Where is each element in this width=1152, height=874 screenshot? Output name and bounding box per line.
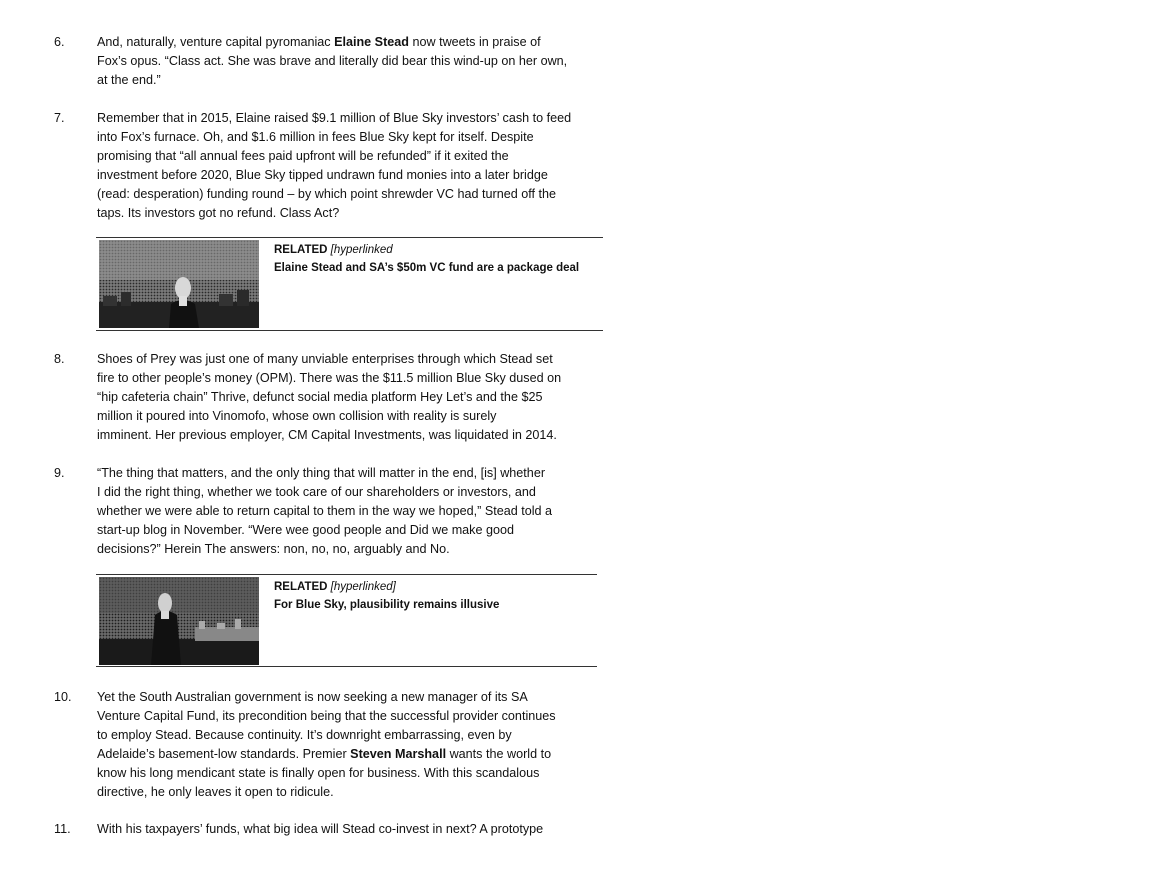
text-line xyxy=(97,33,597,52)
text-line xyxy=(97,166,597,185)
text-run: (read: desperation) funding round – by which point shrewder VC had turned off the xyxy=(97,187,557,201)
text-run: Yet the South Australian government is now seeking a new manager of its SA xyxy=(97,690,528,704)
text-run: “hip cafeteria chain” Thrive, defunct social media platform Hey Let’s and the $25 xyxy=(97,390,543,404)
text-run: investment before 2020, Blue Sky tipped undrawn fund monies into a later bridge xyxy=(97,168,548,182)
related-article-box[interactable] xyxy=(96,237,603,331)
text-line xyxy=(97,688,597,707)
text-line xyxy=(97,820,597,839)
text-run: taps. Its investors got no refund. Class Act? xyxy=(97,206,340,220)
hyperlinked-note: [hyperlinked] xyxy=(330,581,396,593)
text-run: know his long mendicant state is finally open for business. With this scandalous xyxy=(97,766,540,780)
text-run: And, naturally, venture capital pyromaniac xyxy=(97,35,335,49)
text-run: With his taxpayers’ funds, what big idea will Stead co-invest in next? A prototype xyxy=(97,822,544,836)
text-line xyxy=(97,185,597,204)
text-line xyxy=(97,204,597,223)
text-line xyxy=(97,521,597,540)
paragraph-text xyxy=(97,109,597,223)
related-article-text xyxy=(274,581,499,611)
paragraph-number: 8. xyxy=(54,352,65,366)
related-article-box[interactable] xyxy=(96,574,597,667)
paragraph-text xyxy=(97,33,597,90)
text-run: Fox’s opus. “Class act. She was brave and literally did bear this wind-up on her own, xyxy=(97,54,568,68)
text-line xyxy=(97,502,597,521)
related-label: RELATED xyxy=(274,244,328,256)
text-run: start-up blog in November. “Were wee good people and Did we make good xyxy=(97,523,515,537)
related-label: RELATED xyxy=(274,581,328,593)
related-article-title[interactable]: Elaine Stead and SA’s $50m VC fund are a package deal xyxy=(274,262,580,274)
text-run: imminent. Her previous employer, CM Capital Investments, was liquidated in 2014. xyxy=(97,428,557,442)
text-line xyxy=(97,464,597,483)
text-line xyxy=(97,109,597,128)
text-line xyxy=(97,426,597,445)
text-run: I did the right thing, whether we took care of our shareholders or investors, and xyxy=(97,485,536,499)
text-run: Shoes of Prey was just one of many unviable enterprises through which Stead set xyxy=(97,352,553,366)
text-run: promising that “all annual fees paid upfront will be refunded” if it exited the xyxy=(97,149,509,163)
related-article-text xyxy=(274,244,579,274)
text-line xyxy=(97,540,597,559)
text-line xyxy=(97,726,597,745)
text-run: fire to other people’s money (OPM). There was the $11.5 million Blue Sky dused on xyxy=(97,371,562,385)
text-line xyxy=(97,147,597,166)
paragraph-number: 7. xyxy=(54,111,65,125)
text-run: wants the world to xyxy=(446,747,552,761)
text-line xyxy=(97,764,597,783)
paragraph-number: 6. xyxy=(54,35,65,49)
text-run: Remember that in 2015, Elaine raised $9.1 million of Blue Sky investors’ cash to feed xyxy=(97,111,572,125)
text-run: now tweets in praise of xyxy=(408,35,541,49)
related-article-thumbnail[interactable] xyxy=(99,577,259,665)
text-line xyxy=(97,745,597,764)
text-line xyxy=(97,52,597,71)
text-run: “The thing that matters, and the only thing that will matter in the end, [is] whether xyxy=(97,466,546,480)
text-run: directive, he only leaves it open to ridicule. xyxy=(97,785,334,799)
text-line xyxy=(97,369,597,388)
text-run: to employ Stead. Because continuity. It’s downright embarrassing, even by xyxy=(97,728,512,742)
text-line xyxy=(97,783,597,802)
text-run: at the end.” xyxy=(97,73,161,87)
related-article-thumbnail[interactable] xyxy=(99,240,259,328)
text-line xyxy=(97,71,597,90)
text-run: decisions?” Herein The answers: non, no, no, arguably and No. xyxy=(97,542,450,556)
bold-name: Steven Marshall xyxy=(350,747,447,761)
hyperlinked-note: [hyperlinked xyxy=(330,244,393,256)
paragraph-number: 11. xyxy=(54,822,71,836)
bold-name: Elaine Stead xyxy=(334,35,409,49)
text-line xyxy=(97,128,597,147)
paragraph-text xyxy=(97,350,597,445)
text-run: million it poured into Vinomofo, whose own collision with reality is surely xyxy=(97,409,497,423)
paragraph-number: 9. xyxy=(54,466,65,480)
text-line xyxy=(97,407,597,426)
related-article-title[interactable]: For Blue Sky, plausibility remains illusive xyxy=(274,599,500,611)
text-line xyxy=(97,388,597,407)
text-run: Venture Capital Fund, its precondition being that the successful provider continues xyxy=(97,709,556,723)
paragraph-text xyxy=(97,688,597,802)
text-run: whether we were able to return capital to them in the way we hoped,” Stead told a xyxy=(97,504,553,518)
text-line xyxy=(97,483,597,502)
text-run: into Fox’s furnace. Oh, and $1.6 million in fees Blue Sky kept for itself. Despite xyxy=(97,130,534,144)
text-run: Adelaide’s basement-low standards. Premier xyxy=(97,747,351,761)
text-line xyxy=(97,707,597,726)
paragraph-text xyxy=(97,820,597,839)
paragraph-text xyxy=(97,464,597,559)
paragraph-number: 10. xyxy=(54,690,72,704)
text-line xyxy=(97,350,597,369)
